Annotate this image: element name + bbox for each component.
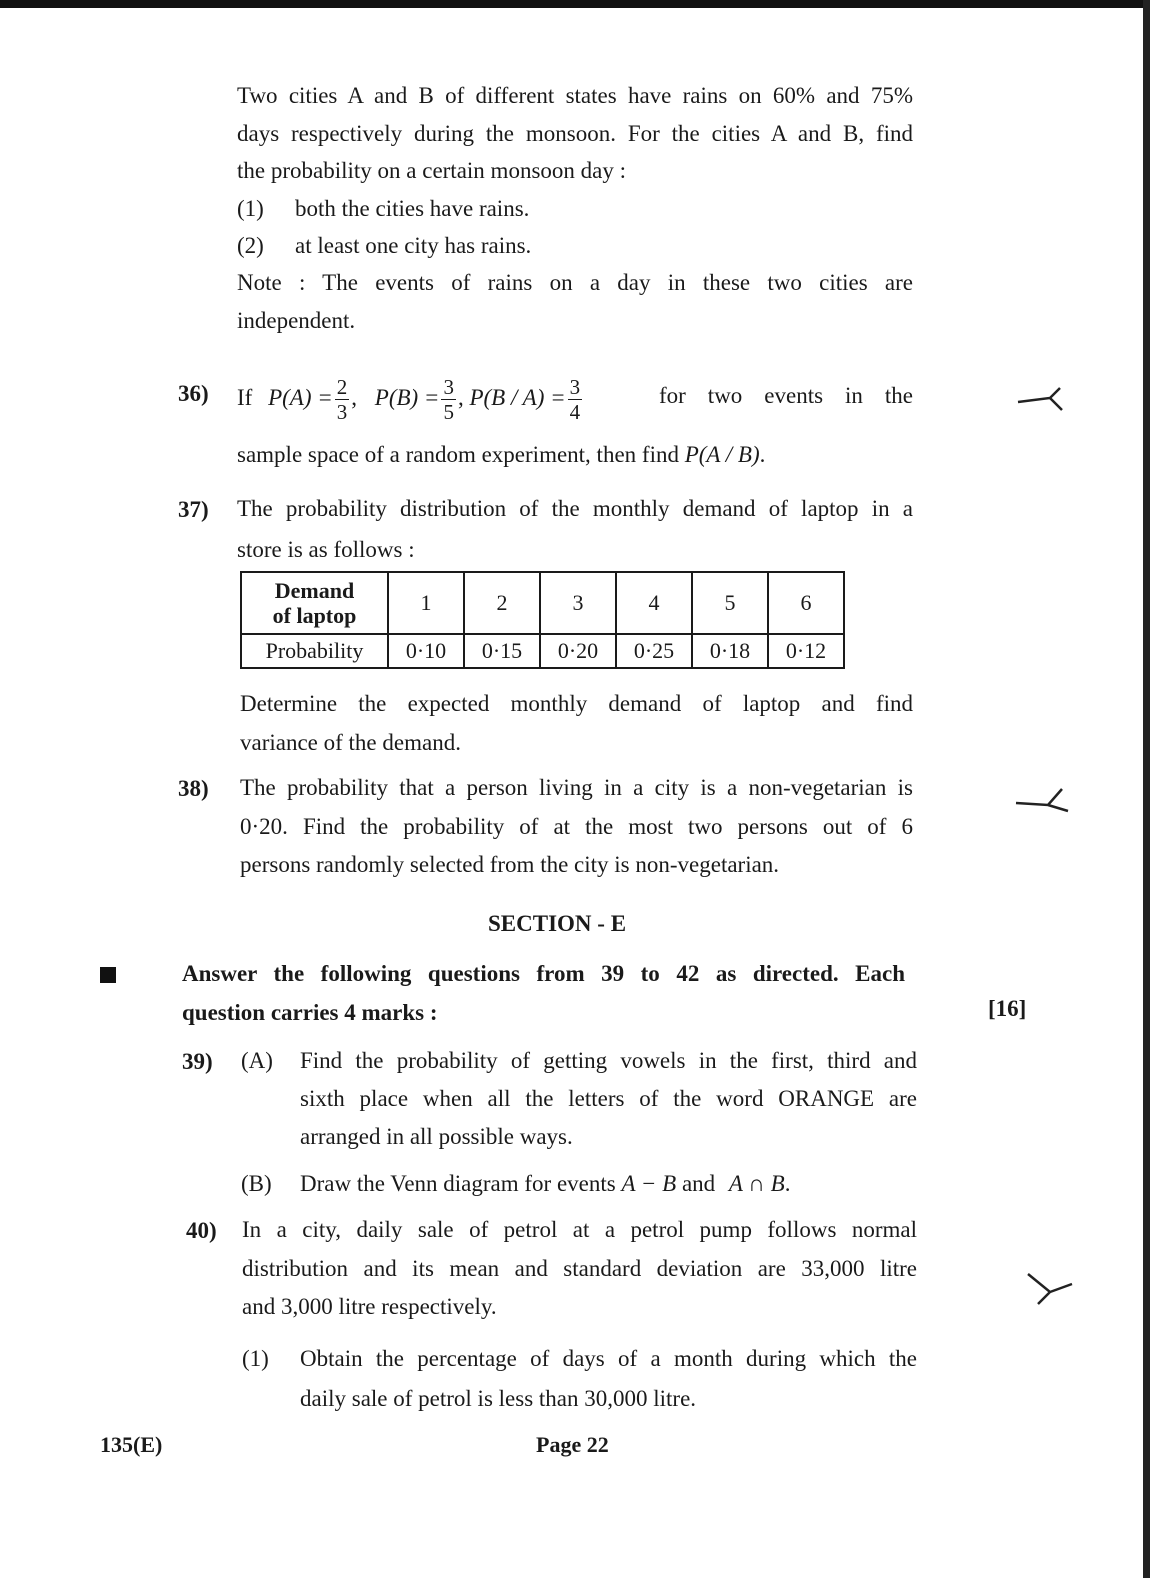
q36-pa-fraction <box>335 375 350 424</box>
q35-part1-number: (1) <box>237 196 264 221</box>
q40-line-2: distribution and its mean and standard deviation are 33,000 litre <box>242 1256 917 1281</box>
q39-b-label: (B) <box>241 1171 272 1196</box>
q35-note-line-2: independent. <box>237 308 356 333</box>
table-cell-demand-6: 6 <box>768 572 844 634</box>
scan-top-edge <box>0 0 1150 8</box>
q36-pa: P(A) = <box>268 385 333 410</box>
q36-pb-denominator: 5 <box>443 400 454 425</box>
section-e-title: SECTION - E <box>488 911 627 936</box>
scan-right-edge <box>1143 0 1150 1578</box>
q39-b-and: and <box>681 1171 716 1196</box>
table-cell-prob-4: 0·25 <box>616 634 692 668</box>
table-row-demand <box>241 572 844 634</box>
demand-probability-table <box>240 571 845 669</box>
table-header-demand <box>241 572 388 634</box>
table-cell-demand-4: 4 <box>616 572 692 634</box>
q39-b-event-1: A − B <box>621 1171 677 1196</box>
q36-pba-fraction <box>568 375 583 424</box>
section-e-instruction-line-2: question carries 4 marks : <box>182 1000 438 1025</box>
q36-line-1-tail: for two events in the <box>659 383 913 408</box>
q39-b-line <box>300 1165 790 1203</box>
q37-number: 37) <box>178 497 209 522</box>
section-e-instruction-line-1: Answer the following questions from 39 to 42 as directed. Each <box>182 961 905 986</box>
q40-number: 40) <box>186 1218 217 1243</box>
q35-line-1: Two cities A and B of different states have rains on 60% and 75% <box>237 83 913 108</box>
q40-part1-line-2: daily sale of petrol is less than 30,000 litre. <box>300 1386 697 1411</box>
q40-line-3: and 3,000 litre respectively. <box>242 1294 497 1319</box>
q36-line-2 <box>237 436 765 474</box>
table-cell-demand-1: 1 <box>388 572 464 634</box>
table-cell-prob-3: 0·20 <box>540 634 616 668</box>
q35-note-line-1: Note : The events of rains on a day in these two cities are <box>237 270 913 295</box>
bullet-square-icon <box>100 967 116 983</box>
q36-pba: P(B / A) = <box>469 385 566 410</box>
scan-mark-icon-2 <box>1010 785 1070 825</box>
q35-line-2: days respectively during the monsoon. For the cities A and B, find <box>237 121 913 146</box>
q37-after-line-2: variance of the demand. <box>240 730 461 755</box>
q39-a-label: (A) <box>241 1048 273 1073</box>
q36-pba-denominator: 4 <box>569 400 581 425</box>
q36-pa-numerator: 2 <box>336 375 348 400</box>
table-row-label-probability: Probability <box>241 634 388 668</box>
table-cell-prob-5: 0·18 <box>692 634 768 668</box>
q36-line-1: If P(A) = $\frac{2}{3}$ , P(B) = $\frac{3}{5}$ , P(B / A) = $\frac{3}{4}$ <box>237 375 581 425</box>
scan-mark-icon <box>1010 380 1070 420</box>
q39-b-end: . <box>784 1171 791 1196</box>
q35-part2-number: (2) <box>237 233 264 258</box>
q39-a-line-1: Find the probability of getting vowels in the first, third and <box>300 1048 917 1073</box>
q36-find-expression: P(A / B) <box>684 442 760 467</box>
q40-part1-label: (1) <box>242 1346 269 1371</box>
q40-line-1: In a city, daily sale of petrol at a petrol pump follows normal <box>242 1217 917 1242</box>
q36-if: If <box>237 385 253 410</box>
q36-pb: P(B) = <box>374 385 440 410</box>
table-cell-prob-1: 0·10 <box>388 634 464 668</box>
q37-after-line-1: Determine the expected monthly demand of laptop and find <box>240 691 913 716</box>
q36-line-2-text: sample space of a random experiment, then find <box>237 442 679 467</box>
q38-line-3: persons randomly selected from the city is non-vegetarian. <box>240 852 780 877</box>
q36-pa-denominator: 3 <box>336 400 348 425</box>
q36-end: . <box>759 442 766 467</box>
table-row-probability <box>241 634 844 668</box>
q36-number: 36) <box>178 381 209 406</box>
q39-b-text: Draw the Venn diagram for events <box>300 1171 616 1196</box>
q35-part1-text: both the cities have rains. <box>295 196 530 221</box>
q37-line-1: The probability distribution of the monthly demand of laptop in a <box>237 496 913 521</box>
q40-part1-line-1: Obtain the percentage of days of a month during which the <box>300 1346 917 1371</box>
q36-pb-fraction <box>441 375 456 424</box>
q39-a-line-3: arranged in all possible ways. <box>300 1124 573 1149</box>
table-cell-prob-2: 0·15 <box>464 634 540 668</box>
table-cell-demand-2: 2 <box>464 572 540 634</box>
table-header-line-1: Demand <box>274 578 355 603</box>
q39-a-line-2: sixth place when all the letters of the word ORANGE are <box>300 1086 917 1111</box>
section-e-marks: [16] <box>988 996 1027 1021</box>
table-cell-demand-5: 5 <box>692 572 768 634</box>
q36-pba-numerator: 3 <box>569 375 581 400</box>
q38-line-2: 0·20. Find the probability of at the most two persons out of 6 <box>240 814 913 839</box>
q35-line-3: the probability on a certain monsoon day : <box>237 158 626 183</box>
q38-number: 38) <box>178 776 209 801</box>
q39-b-event-2: A ∩ B <box>728 1171 785 1196</box>
q39-number: 39) <box>182 1049 213 1074</box>
q37-line-2: store is as follows : <box>237 537 415 562</box>
table-cell-prob-6: 0·12 <box>768 634 844 668</box>
table-cell-demand-3: 3 <box>540 572 616 634</box>
scan-mark-icon-3 <box>1020 1270 1080 1310</box>
q36-pb-numerator: 3 <box>443 375 454 400</box>
q35-part2-text: at least one city has rains. <box>295 233 532 258</box>
q38-line-1: The probability that a person living in a city is a non-vegetarian is <box>240 775 913 800</box>
table-header-line-2: of laptop <box>272 603 357 628</box>
footer-paper-code: 135(E) <box>100 1432 163 1457</box>
footer-page-number: Page 22 <box>536 1432 609 1457</box>
